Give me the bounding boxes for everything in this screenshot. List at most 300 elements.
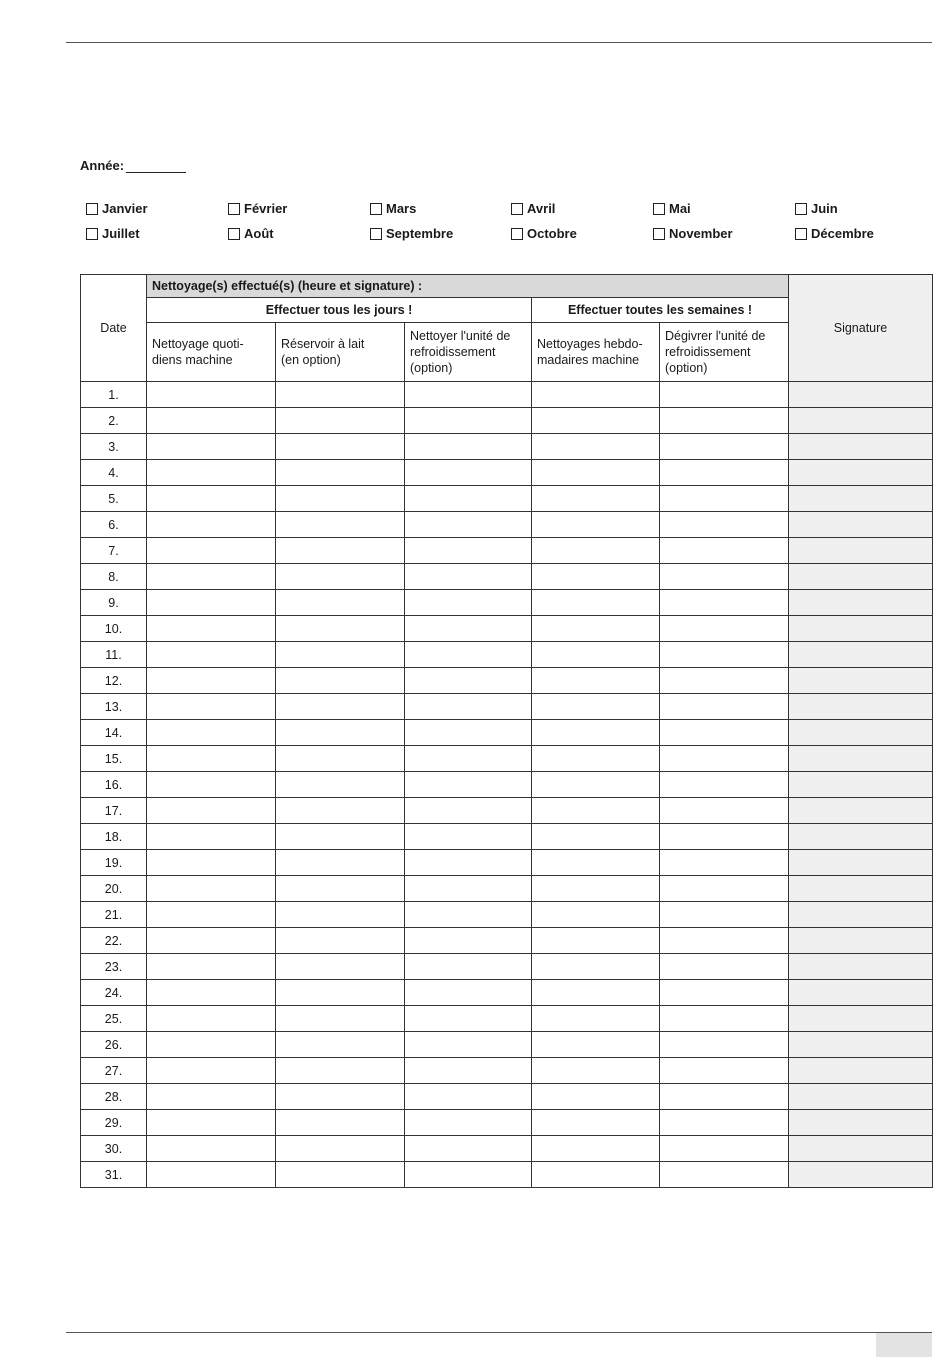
month-checkbox[interactable] [795, 201, 838, 216]
signature-cell[interactable] [789, 720, 933, 746]
entry-cell[interactable] [276, 668, 405, 694]
date-cell: 18. [81, 824, 147, 850]
signature-cell[interactable] [789, 434, 933, 460]
table-row [81, 564, 933, 590]
date-cell: 30. [81, 1136, 147, 1162]
entry-cell[interactable] [405, 460, 532, 486]
entry-cell[interactable] [147, 980, 276, 1006]
signature-cell[interactable] [789, 694, 933, 720]
entry-cell[interactable] [532, 928, 660, 954]
entry-cell[interactable] [147, 382, 276, 408]
checkbox-icon[interactable] [228, 228, 240, 240]
signature-cell[interactable] [789, 928, 933, 954]
table-row [81, 772, 933, 798]
entry-cell[interactable] [147, 434, 276, 460]
entry-cell[interactable] [660, 772, 789, 798]
entry-cell[interactable] [276, 954, 405, 980]
table-row [81, 590, 933, 616]
entry-cell[interactable] [147, 1136, 276, 1162]
entry-cell[interactable] [147, 590, 276, 616]
entry-cell[interactable] [147, 642, 276, 668]
table-row [81, 1006, 933, 1032]
entry-cell[interactable] [405, 434, 532, 460]
signature-cell[interactable] [789, 1084, 933, 1110]
table-row [81, 720, 933, 746]
entry-cell[interactable] [660, 642, 789, 668]
entry-cell[interactable] [405, 538, 532, 564]
checkbox-icon[interactable] [795, 228, 807, 240]
entry-cell[interactable] [660, 798, 789, 824]
entry-cell[interactable] [532, 668, 660, 694]
entry-cell[interactable] [660, 954, 789, 980]
month-checkbox[interactable] [228, 201, 287, 216]
entry-cell[interactable] [660, 616, 789, 642]
table-row [81, 434, 933, 460]
table-row [81, 1032, 933, 1058]
table-row [81, 928, 933, 954]
signature-cell[interactable] [789, 1110, 933, 1136]
entry-cell[interactable] [405, 954, 532, 980]
date-cell: 28. [81, 1084, 147, 1110]
date-cell: 25. [81, 1006, 147, 1032]
entry-cell[interactable] [405, 408, 532, 434]
signature-cell[interactable] [789, 1136, 933, 1162]
month-label: Mars [386, 201, 417, 216]
signature-cell[interactable] [789, 382, 933, 408]
entry-cell[interactable] [660, 564, 789, 590]
entry-cell[interactable] [405, 902, 532, 928]
table-row [81, 746, 933, 772]
date-cell: 31. [81, 1162, 147, 1188]
entry-cell[interactable] [147, 538, 276, 564]
checkbox-icon[interactable] [370, 228, 382, 240]
date-header: Date [81, 275, 147, 382]
entry-cell[interactable] [276, 590, 405, 616]
signature-cell[interactable] [789, 460, 933, 486]
column-header: Nettoyage quoti- diens machine [147, 323, 276, 382]
entry-cell[interactable] [405, 980, 532, 1006]
signature-cell[interactable] [789, 850, 933, 876]
entry-cell[interactable] [147, 1032, 276, 1058]
entry-cell[interactable] [147, 668, 276, 694]
entry-cell[interactable] [660, 1136, 789, 1162]
table-row [81, 538, 933, 564]
entry-cell[interactable] [405, 798, 532, 824]
month-label: Janvier [102, 201, 148, 216]
signature-cell[interactable] [789, 512, 933, 538]
entry-cell[interactable] [532, 486, 660, 512]
signature-cell[interactable] [789, 538, 933, 564]
signature-cell[interactable] [789, 954, 933, 980]
entry-cell[interactable] [660, 850, 789, 876]
year-input-line[interactable] [126, 158, 186, 173]
entry-cell[interactable] [147, 694, 276, 720]
entry-cell[interactable] [532, 1136, 660, 1162]
entry-cell[interactable] [405, 512, 532, 538]
month-checkbox[interactable] [228, 226, 274, 241]
entry-cell[interactable] [405, 1006, 532, 1032]
entry-cell[interactable] [660, 746, 789, 772]
entry-cell[interactable] [532, 902, 660, 928]
month-label: Septembre [386, 226, 454, 241]
column-header: Nettoyages hebdo- madaires machine [532, 323, 660, 382]
entry-cell[interactable] [660, 1032, 789, 1058]
entry-cell[interactable] [147, 1110, 276, 1136]
entry-cell[interactable] [276, 1032, 405, 1058]
table-row [81, 408, 933, 434]
entry-cell[interactable] [405, 1136, 532, 1162]
entry-cell[interactable] [532, 408, 660, 434]
entry-cell[interactable] [147, 512, 276, 538]
weekly-group-header: Effectuer toutes les semaines ! [532, 298, 789, 323]
entry-cell[interactable] [276, 616, 405, 642]
entry-cell[interactable] [660, 460, 789, 486]
entry-cell[interactable] [276, 1084, 405, 1110]
checkbox-icon[interactable] [86, 203, 98, 215]
date-cell: 24. [81, 980, 147, 1006]
table-row [81, 980, 933, 1006]
entry-cell[interactable] [660, 486, 789, 512]
entry-cell[interactable] [147, 1006, 276, 1032]
entry-cell[interactable] [147, 616, 276, 642]
entry-cell[interactable] [405, 746, 532, 772]
date-cell: 20. [81, 876, 147, 902]
date-cell: 17. [81, 798, 147, 824]
checkbox-icon[interactable] [511, 203, 523, 215]
entry-cell[interactable] [276, 1110, 405, 1136]
month-checkbox[interactable] [86, 226, 140, 241]
entry-cell[interactable] [532, 434, 660, 460]
signature-cell[interactable] [789, 980, 933, 1006]
signature-cell[interactable] [789, 798, 933, 824]
entry-cell[interactable] [276, 694, 405, 720]
date-cell: 11. [81, 642, 147, 668]
entry-cell[interactable] [147, 720, 276, 746]
entry-cell[interactable] [660, 876, 789, 902]
entry-cell[interactable] [276, 824, 405, 850]
signature-cell[interactable] [789, 1058, 933, 1084]
date-cell: 9. [81, 590, 147, 616]
signature-cell[interactable] [789, 746, 933, 772]
month-checkbox[interactable] [86, 201, 148, 216]
table-row [81, 512, 933, 538]
entry-cell[interactable] [276, 1058, 405, 1084]
month-label: Mai [669, 201, 691, 216]
signature-cell[interactable] [789, 1032, 933, 1058]
cleaning-log-table [80, 274, 933, 1188]
entry-cell[interactable] [276, 720, 405, 746]
entry-cell[interactable] [276, 876, 405, 902]
entry-cell[interactable] [147, 850, 276, 876]
entry-cell[interactable] [147, 876, 276, 902]
date-cell: 15. [81, 746, 147, 772]
entry-cell[interactable] [147, 564, 276, 590]
entry-cell[interactable] [660, 928, 789, 954]
entry-cell[interactable] [276, 460, 405, 486]
column-header: Dégivrer l'unité de refroidissement (option) [660, 323, 789, 382]
month-label: November [669, 226, 733, 241]
signature-cell[interactable] [789, 642, 933, 668]
entry-cell[interactable] [532, 824, 660, 850]
entry-cell[interactable] [276, 538, 405, 564]
date-cell: 4. [81, 460, 147, 486]
entry-cell[interactable] [276, 980, 405, 1006]
entry-cell[interactable] [660, 434, 789, 460]
table-row [81, 1162, 933, 1188]
entry-cell[interactable] [660, 512, 789, 538]
month-checkbox[interactable] [370, 226, 453, 241]
entry-cell[interactable] [147, 798, 276, 824]
entry-cell[interactable] [532, 642, 660, 668]
entry-cell[interactable] [532, 1006, 660, 1032]
table-row [81, 824, 933, 850]
table-row [81, 1136, 933, 1162]
date-cell: 2. [81, 408, 147, 434]
signature-cell[interactable] [789, 564, 933, 590]
entry-cell[interactable] [276, 642, 405, 668]
entry-cell[interactable] [405, 564, 532, 590]
entry-cell[interactable] [276, 928, 405, 954]
checkbox-icon[interactable] [228, 203, 240, 215]
table-row [81, 460, 933, 486]
entry-cell[interactable] [147, 486, 276, 512]
signature-header: Signature [789, 275, 933, 382]
entry-cell[interactable] [660, 668, 789, 694]
entry-cell[interactable] [405, 668, 532, 694]
signature-cell[interactable] [789, 590, 933, 616]
entry-cell[interactable] [660, 1110, 789, 1136]
entry-cell[interactable] [147, 460, 276, 486]
date-cell: 8. [81, 564, 147, 590]
year-field [80, 158, 186, 173]
entry-cell[interactable] [405, 1032, 532, 1058]
month-checkbox[interactable] [653, 201, 691, 216]
entry-cell[interactable] [405, 616, 532, 642]
entry-cell[interactable] [532, 876, 660, 902]
section-header: Nettoyage(s) effectué(s) (heure et signature) : [147, 275, 789, 298]
month-label: Juin [811, 201, 838, 216]
signature-cell[interactable] [789, 1006, 933, 1032]
entry-cell[interactable] [147, 772, 276, 798]
entry-cell[interactable] [147, 1084, 276, 1110]
entry-cell[interactable] [405, 1110, 532, 1136]
entry-cell[interactable] [660, 590, 789, 616]
table-row [81, 902, 933, 928]
entry-cell[interactable] [276, 564, 405, 590]
month-label: Avril [527, 201, 556, 216]
entry-cell[interactable] [532, 512, 660, 538]
table-row [81, 382, 933, 408]
entry-cell[interactable] [276, 512, 405, 538]
entry-cell[interactable] [147, 902, 276, 928]
entry-cell[interactable] [276, 382, 405, 408]
entry-cell[interactable] [405, 928, 532, 954]
entry-cell[interactable] [532, 720, 660, 746]
entry-cell[interactable] [276, 772, 405, 798]
entry-cell[interactable] [276, 1136, 405, 1162]
table-row [81, 1084, 933, 1110]
table-row [81, 876, 933, 902]
entry-cell[interactable] [532, 590, 660, 616]
date-cell: 10. [81, 616, 147, 642]
month-checkbox[interactable] [511, 201, 555, 216]
entry-cell[interactable] [276, 486, 405, 512]
entry-cell[interactable] [405, 1058, 532, 1084]
date-cell: 19. [81, 850, 147, 876]
entry-cell[interactable] [276, 746, 405, 772]
entry-cell[interactable] [532, 980, 660, 1006]
signature-cell[interactable] [789, 486, 933, 512]
entry-cell[interactable] [147, 928, 276, 954]
entry-cell[interactable] [532, 850, 660, 876]
month-label: Février [244, 201, 288, 216]
date-cell: 23. [81, 954, 147, 980]
entry-cell[interactable] [660, 980, 789, 1006]
entry-cell[interactable] [532, 382, 660, 408]
date-cell: 3. [81, 434, 147, 460]
entry-cell[interactable] [660, 1058, 789, 1084]
entry-cell[interactable] [147, 1162, 276, 1188]
entry-cell[interactable] [276, 902, 405, 928]
header-rule [66, 42, 932, 43]
checkbox-icon[interactable] [653, 228, 665, 240]
entry-cell[interactable] [660, 408, 789, 434]
date-cell: 27. [81, 1058, 147, 1084]
entry-cell[interactable] [276, 798, 405, 824]
entry-cell[interactable] [147, 954, 276, 980]
entry-cell[interactable] [147, 746, 276, 772]
table-row [81, 798, 933, 824]
entry-cell[interactable] [532, 772, 660, 798]
date-cell: 7. [81, 538, 147, 564]
entry-cell[interactable] [147, 408, 276, 434]
footer-rule [66, 1332, 932, 1333]
checkbox-icon[interactable] [370, 203, 382, 215]
entry-cell[interactable] [532, 798, 660, 824]
date-cell: 21. [81, 902, 147, 928]
entry-cell[interactable] [660, 1084, 789, 1110]
entry-cell[interactable] [405, 824, 532, 850]
entry-cell[interactable] [532, 1084, 660, 1110]
daily-group-header: Effectuer tous les jours ! [147, 298, 532, 323]
entry-cell[interactable] [276, 1006, 405, 1032]
signature-cell[interactable] [789, 668, 933, 694]
checkbox-icon[interactable] [795, 203, 807, 215]
signature-cell[interactable] [789, 876, 933, 902]
table-row [81, 1058, 933, 1084]
entry-cell[interactable] [405, 694, 532, 720]
entry-cell[interactable] [405, 590, 532, 616]
entry-cell[interactable] [405, 1162, 532, 1188]
entry-cell[interactable] [660, 538, 789, 564]
column-header: Nettoyer l'unité de refroidissement (option) [405, 323, 532, 382]
entry-cell[interactable] [276, 408, 405, 434]
entry-cell[interactable] [405, 1084, 532, 1110]
signature-cell[interactable] [789, 408, 933, 434]
entry-cell[interactable] [532, 954, 660, 980]
entry-cell[interactable] [276, 850, 405, 876]
date-cell: 6. [81, 512, 147, 538]
month-label: Août [244, 226, 274, 241]
entry-cell[interactable] [532, 538, 660, 564]
entry-cell[interactable] [532, 1162, 660, 1188]
entry-cell[interactable] [660, 694, 789, 720]
entry-cell[interactable] [532, 460, 660, 486]
entry-cell[interactable] [532, 564, 660, 590]
date-cell: 14. [81, 720, 147, 746]
page-number-tab [876, 1333, 932, 1357]
signature-cell[interactable] [789, 772, 933, 798]
table-row [81, 1110, 933, 1136]
table-row [81, 486, 933, 512]
date-cell: 16. [81, 772, 147, 798]
date-cell: 12. [81, 668, 147, 694]
entry-cell[interactable] [405, 720, 532, 746]
entry-cell[interactable] [660, 1006, 789, 1032]
entry-cell[interactable] [405, 486, 532, 512]
entry-cell[interactable] [660, 902, 789, 928]
month-checkbox[interactable] [653, 226, 733, 241]
date-cell: 1. [81, 382, 147, 408]
checkbox-icon[interactable] [86, 228, 98, 240]
entry-cell[interactable] [532, 1032, 660, 1058]
entry-cell[interactable] [405, 382, 532, 408]
entry-cell[interactable] [532, 1110, 660, 1136]
entry-cell[interactable] [532, 694, 660, 720]
entry-cell[interactable] [405, 642, 532, 668]
entry-cell[interactable] [660, 824, 789, 850]
entry-cell[interactable] [660, 382, 789, 408]
table-row [81, 954, 933, 980]
entry-cell[interactable] [147, 824, 276, 850]
date-cell: 22. [81, 928, 147, 954]
checkbox-icon[interactable] [511, 228, 523, 240]
month-label: Juillet [102, 226, 140, 241]
month-checkbox[interactable] [795, 226, 874, 241]
checkbox-icon[interactable] [653, 203, 665, 215]
table-row [81, 850, 933, 876]
table-row [81, 616, 933, 642]
table-row [81, 668, 933, 694]
date-cell: 5. [81, 486, 147, 512]
entry-cell[interactable] [405, 876, 532, 902]
entry-cell[interactable] [532, 746, 660, 772]
entry-cell[interactable] [532, 616, 660, 642]
signature-cell[interactable] [789, 902, 933, 928]
table-row [81, 694, 933, 720]
entry-cell[interactable] [276, 1162, 405, 1188]
date-cell: 29. [81, 1110, 147, 1136]
date-cell: 13. [81, 694, 147, 720]
month-label: Octobre [527, 226, 577, 241]
table-row [81, 642, 933, 668]
signature-cell[interactable] [789, 824, 933, 850]
month-checkbox[interactable] [370, 201, 416, 216]
entry-cell[interactable] [147, 1058, 276, 1084]
month-checkbox[interactable] [511, 226, 577, 241]
column-header: Réservoir à lait (en option) [276, 323, 405, 382]
entry-cell[interactable] [405, 772, 532, 798]
signature-cell[interactable] [789, 616, 933, 642]
signature-cell[interactable] [789, 1162, 933, 1188]
entry-cell[interactable] [276, 434, 405, 460]
entry-cell[interactable] [532, 1058, 660, 1084]
entry-cell[interactable] [660, 720, 789, 746]
year-label: Année: [80, 158, 125, 173]
entry-cell[interactable] [405, 850, 532, 876]
date-cell: 26. [81, 1032, 147, 1058]
entry-cell[interactable] [660, 1162, 789, 1188]
